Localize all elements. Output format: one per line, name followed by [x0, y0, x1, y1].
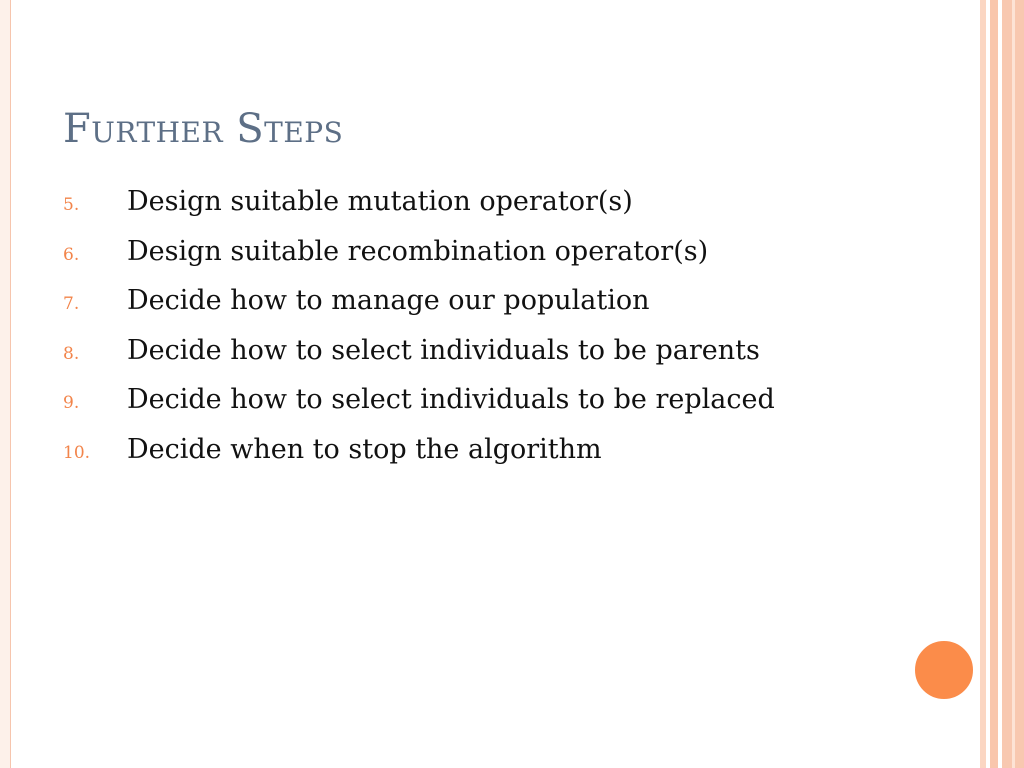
list-item-number: 8.	[63, 343, 80, 364]
list-item	[63, 434, 775, 484]
accent-circle-decoration	[913, 639, 975, 701]
list-item-text: Decide how to manage our population	[127, 285, 650, 316]
list-item	[63, 335, 775, 385]
slide-title: Further Steps	[63, 106, 344, 152]
list-item	[63, 285, 775, 335]
list-item-number: 9.	[63, 393, 80, 413]
steps-list	[63, 186, 775, 483]
list-item-number: 5.	[63, 195, 80, 215]
list-item-number: 10.	[63, 442, 91, 463]
right-stripe-highlight	[1012, 0, 1015, 768]
list-item-text: Decide how to select individuals to be replaced	[127, 384, 775, 415]
list-item-number: 7.	[63, 294, 80, 314]
list-item	[63, 186, 775, 236]
right-stripe-decoration	[990, 0, 998, 768]
list-item-text: Decide how to select individuals to be parents	[127, 334, 760, 366]
list-item	[63, 384, 775, 434]
left-border-decoration	[0, 0, 11, 768]
list-item	[63, 236, 775, 286]
list-item-text: Decide when to stop the algorithm	[127, 433, 602, 465]
list-item-text: Design suitable mutation operator(s)	[127, 186, 633, 217]
list-item-text: Design suitable recombination operator(s)	[127, 235, 709, 267]
list-item-number: 6.	[63, 244, 80, 265]
